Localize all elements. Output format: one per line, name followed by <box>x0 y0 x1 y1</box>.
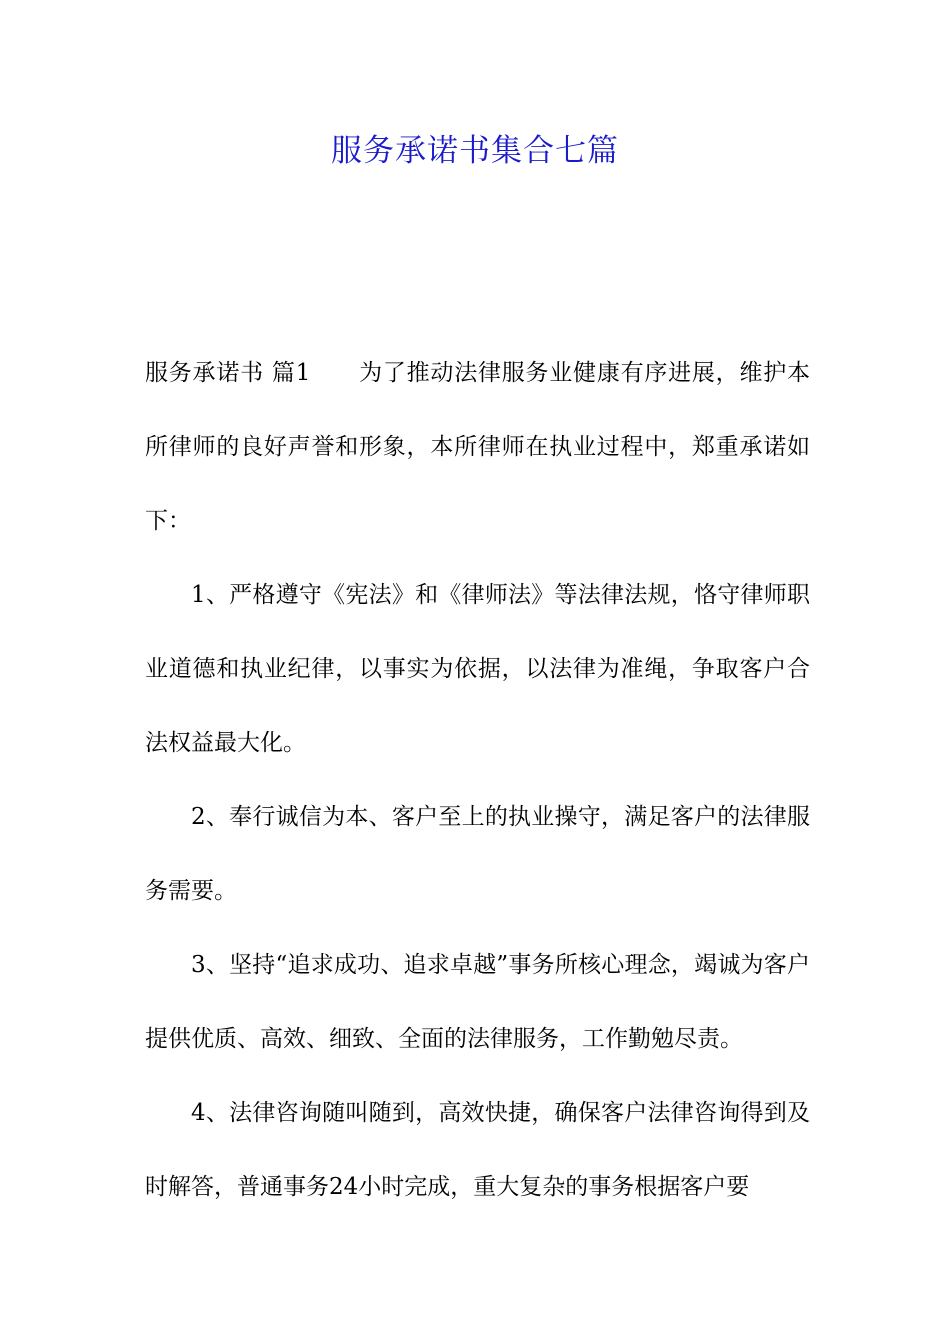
document-title: 服务承诺书集合七篇 <box>331 133 619 169</box>
intro-text: 为了推动法律服务业健康有序进展，维护本所律师的良好声誉和形象，本所律师在执业过程中，郑重承诺如下： <box>145 360 810 534</box>
commitment-item-1: 1、严格遵守《宪法》和《律师法》等法律法规，恪守律师职业道德和执业纪律，以事实为依据，以法律为准绳，争取客户合法权益最大化。 <box>145 582 810 756</box>
section-heading: 服务承诺书 篇1 <box>145 360 311 386</box>
intro-paragraph <box>145 336 810 558</box>
commitment-item-2: 2、奉行诚信为本、客户至上的执业操守，满足客户的法律服务需要。 <box>145 804 810 904</box>
commitment-item-4: 4、法律咨询随叫随到，高效快捷，确保客户法律咨询得到及时解答，普通事务24小时完成，重大复杂的事务根据客户要 <box>145 1100 810 1200</box>
commitment-item-3: 3、坚持“追求成功、追求卓越”事务所核心理念，竭诚为客户提供优质、高效、细致、全面的法律服务，工作勤勉尽责。 <box>145 952 810 1052</box>
document-body <box>145 336 810 1224</box>
